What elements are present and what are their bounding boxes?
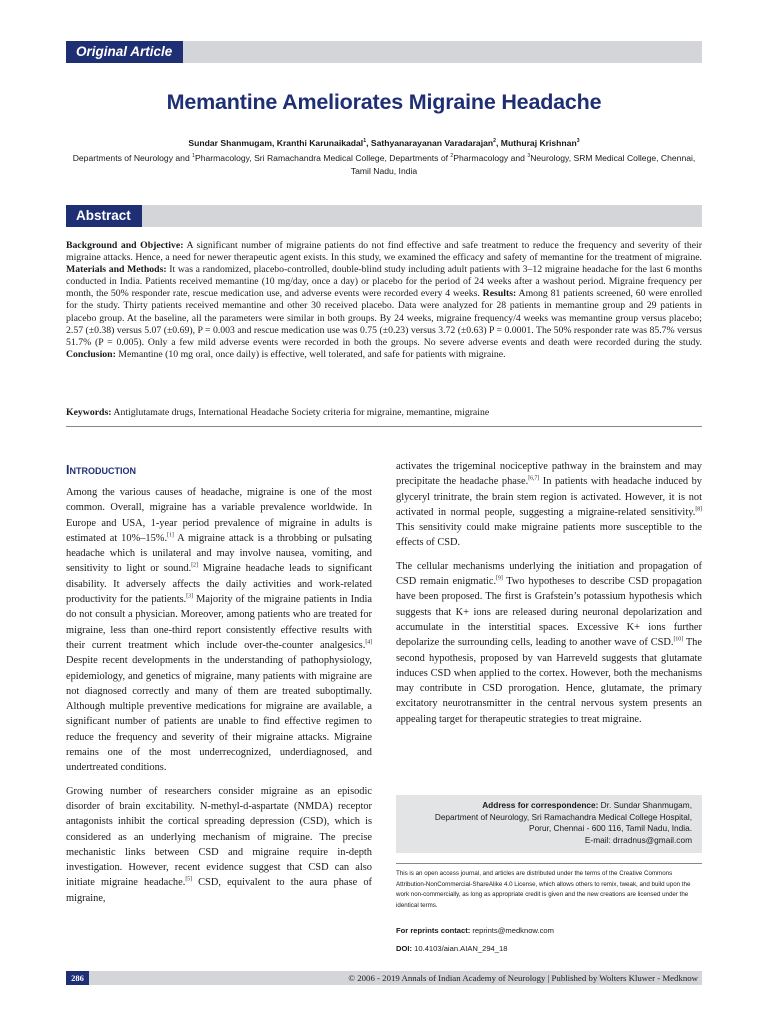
citation-ref: [1]: [167, 532, 174, 539]
section-band: [66, 41, 702, 63]
paragraph: [396, 559, 702, 727]
citation-ref: [2]: [191, 563, 198, 570]
doi-value[interactable]: 10.4103/aian.AIAN_294_18: [412, 944, 508, 953]
citation-ref: [9]: [496, 575, 503, 582]
reprints-email[interactable]: reprints@medknow.com: [470, 926, 554, 935]
introduction-heading: Introduction: [66, 463, 136, 477]
text-run: The second hypothesis, proposed by van Harreveld suggests that glutamate induces CSD when applied to the cortex. However, both the mechanisms may contribute in CSD prorogation. Hence, glutamate, the primary excitatory neurotransmitter in the central nervous system presents an appealing target for therapeutic strategies to treat migraine.: [396, 637, 702, 725]
license-notice: This is an open access journal, and articles are distributed under the terms of the Creative Commons Attribution-NonCommercial-ShareAlike 4.0 License, which allows others to remix, tweak, and build upon the work non-commercially, as long as appropriate credit is given and the new creations are licensed under the identical terms.: [396, 870, 691, 909]
author-affil-mark: 2: [493, 138, 497, 145]
abstract-section-text: Memantine (10 mg oral, once daily) is effective, well tolerated, and safe for patients with migraine.: [115, 348, 506, 360]
citation-ref: [4]: [365, 639, 372, 646]
text-run: Despite recent developments in the understanding of pathophysiology, epidemiology, and genetics of migraine, many patients with migraine are not diagnosed correctly and many of them are treated suboptimally. Although multiple preventive medications for migraine are available, a significant number of patients are unable to find effective regimen to reduce the frequency and severity of their migraine attacks. Migraine remains one of the most underrecognized, underdiagnosed, and undertreated conditions.: [66, 655, 372, 774]
author-name: Kranthi Karunaikadal: [276, 138, 364, 148]
citation-ref: [10]: [673, 636, 684, 643]
affiliations: [70, 152, 698, 177]
citation-ref: [5]: [185, 876, 192, 883]
reprints-label: For reprints contact:: [396, 926, 471, 935]
correspondence-name: Dr. Sundar Shanmugam,: [598, 800, 692, 810]
footer-text: © 2006 - 2019 Annals of Indian Academy of Neurology | Published by Wolters Kluwer - Medknow: [348, 973, 698, 983]
affil-text: Pharmacology and: [453, 153, 528, 163]
author-name: Sundar Shanmugam: [188, 138, 272, 148]
paragraph: [66, 485, 372, 776]
abstract-section-text: It was a randomized, placebo-controlled, double-blind study including adult patients with 3–12 migraine headache for the last 6 months conducted in India. Patients received memantine (10 mg/day, once a day) or placebo for the period of 24 weeks after a washout period. Migraine frequency per month, the 50% responder rate, rescue medication use, and adverse events were recorded every 4 weeks.: [66, 264, 702, 300]
article-title: Memantine Ameliorates Migraine Headache: [166, 90, 602, 114]
author-name: Sathyanarayanan Varadarajan: [370, 138, 494, 148]
author-affil-mark: 3: [576, 138, 580, 145]
correspondence-email[interactable]: E-mail: drradnus@gmail.com: [584, 834, 692, 845]
left-column: [66, 485, 372, 914]
affil-mark: 1: [192, 153, 195, 160]
author-list: Sundar Shanmugam, Kranthi Karunaikadal$^1$, Sathyanarayanan Varadarajan$^2$, Muthuraj Krishnan$^3$: [188, 138, 580, 148]
keywords: [66, 407, 702, 419]
abstract-section-label: Background and Objective:: [66, 240, 184, 251]
text-run: A migraine attack is a throbbing or pulsating headache which is unilateral and may involve nausea, vomiting, and sensitivity to light or sound.: [66, 532, 372, 575]
author-affil-mark: 1: [363, 138, 367, 145]
citation-ref: [6,7]: [528, 475, 540, 482]
text-run: In patients with headache induced by glyceryl trinitrate, the brain stem region is activated. However, it is not activated in normal people, suggesting a migraine-related sensitivity.: [396, 476, 703, 518]
section-label: Original Article: [66, 41, 183, 63]
doi-label: DOI:: [396, 944, 413, 953]
citation-ref: [3]: [186, 593, 193, 600]
correspondence-line2: Porur, Chennai - 600 116, Tamil Nadu, India.: [529, 823, 692, 834]
paragraph: [396, 459, 702, 551]
divider: [396, 863, 702, 864]
affil-text: Pharmacology, Sri Ramachandra Medical College, Departments of: [195, 153, 451, 163]
affil-text: Neurology, SRM Medical College, Chennai, Tamil Nadu, India: [350, 153, 696, 176]
affil-text: Departments of Neurology and: [72, 153, 193, 163]
abstract-heading: Abstract: [66, 205, 142, 227]
text-run: This sensitivity could make migraine patients more susceptible to the effects of CSD.: [396, 522, 702, 549]
text-run: Migraine headache leads to significant disability. It adversely affects the daily activities and work-related productivity for the patients.: [66, 563, 373, 606]
citation-ref: [8]: [695, 506, 702, 513]
right-column: [396, 459, 702, 735]
text-run: Majority of the migraine patients in India do not consult a physician. Moreover, among patients who are treated for migraine, less than one-third report consistently effective results with their current treatment which include over-the-counter analgesics.: [66, 594, 373, 651]
paragraph: [66, 784, 372, 906]
correspondence-box: [396, 795, 702, 853]
abstract-section-text: A significant number of migraine patients do not find effective and safe treatment to reduce the frequency and severity of their migraine attacks. Hence, a need for newer therapeutic agent exists. In this study, we examined the efficacy and safety of memantine for the treatment of migraine.: [66, 240, 702, 264]
abstract-section-text: Among 81 patients screened, 60 were enrolled for the study. Thirty patients received memantine and other 30 received placebo. Data were analyzed for 28 patients in memantine group and 29 patients in placebo group. At the baseline, all the parameters were similar in both groups. By 24 weeks, migraine frequency/4 weeks was memantine group versus placebo; 2.57 (±0.38) versus 5.07 (±0.69), P = 0.003 and rescue medication use was 0.75 (±0.23) versus 3.72 (±0.63) P = 0.0001. The 50% responder rate was 85.7% versus 51.7% (P = 0.005). Only a few mild adverse events were recorded in both the groups. No severe adverse events and death were recorded during the study.: [66, 288, 703, 348]
text-run: CSD, equivalent to the aura phase of migraine,: [66, 877, 372, 904]
page-footer: [66, 971, 702, 985]
affil-mark: 3: [527, 153, 531, 160]
page-number: 286: [66, 971, 89, 985]
doi: [396, 943, 702, 954]
abstract-text: [66, 240, 702, 361]
reprints-contact: [396, 925, 702, 936]
keywords-label: Keywords:: [66, 407, 112, 418]
author-name: Muthuraj Krishnan: [500, 138, 577, 148]
text-run: Two hypotheses to describe CSD propagation have been proposed. The first is Grafstein’s potassium hypothesis which suggests that K+ ions are released during neuronal depolarization and accumulate in the interstitial spaces. Excessive K+ ions further depolarize the surrounding cells, leading to another wave of CSD.: [396, 576, 702, 649]
correspondence-line1: Department of Neurology, Sri Ramachandra Medical College Hospital,: [434, 811, 692, 822]
keywords-text: Antiglutamate drugs, International Headache Society criteria for migraine, memantine, migraine: [111, 407, 490, 418]
text-run: Growing number of researchers consider migraine as an episodic disorder of brain excitability. N-methyl-d-aspartate (NMDA) receptor antagonists inhibit the cortical spreading depression (CSD), which is considered as an underlying mechanism of migraine. The precise mechanistic links between CSD and migraine require in-depth investigation. However, recent evidence suggest that CSD can also initiate migraine headache.: [66, 785, 372, 889]
divider: [66, 426, 702, 427]
abstract-section-label: Conclusion:: [66, 348, 116, 360]
text-run: The cellular mechanisms underlying the initiation and propagation of CSD remain enigmatic.: [396, 560, 702, 588]
abstract-section-label: Results:: [482, 288, 517, 300]
correspondence-label: Address for correspondence:: [482, 800, 599, 810]
affil-mark: 2: [450, 153, 454, 160]
text-run: Among the various causes of headache, migraine is one of the most common. Overall, migraine has a variable prevalence worldwide. In Europe and USA, 1-year period prevalence of migraine in adults is estimated at 10%–15%.: [66, 487, 372, 544]
abstract-section-label: Materials and Methods:: [66, 264, 167, 276]
text-run: activates the trigeminal nociceptive pathway in the brainstem and may precipitate the headache phase.: [396, 461, 702, 488]
abstract-band: [66, 205, 702, 227]
